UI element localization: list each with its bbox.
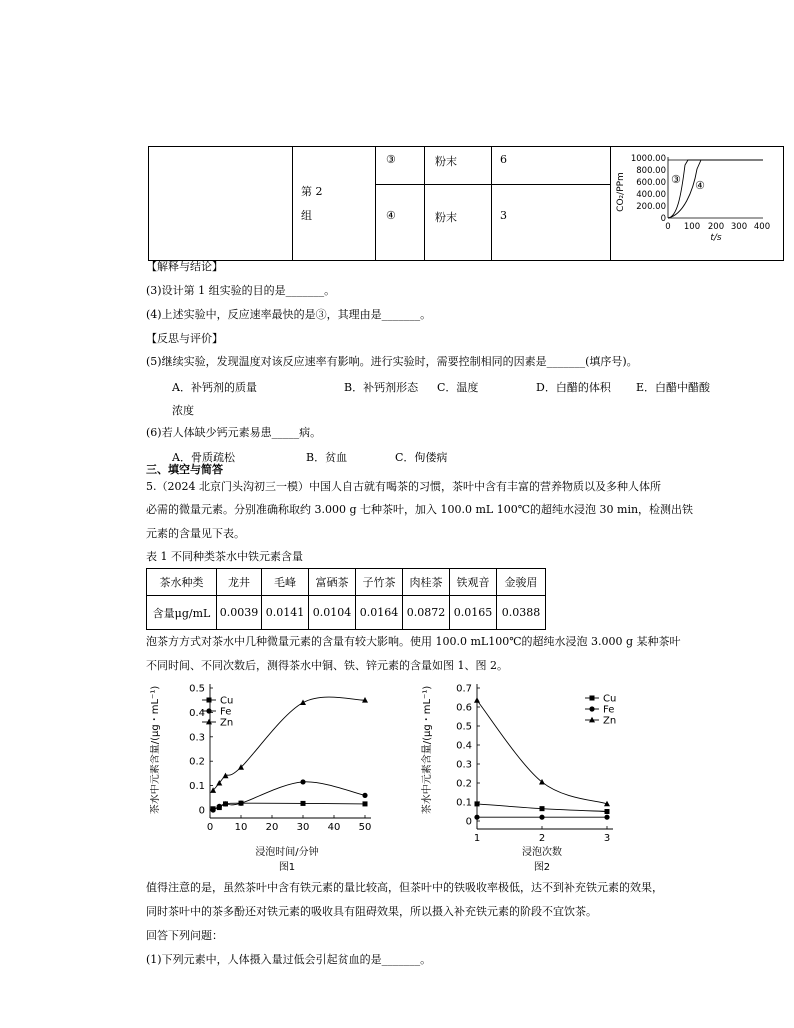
y-tick-label: 0.2 [456,778,472,790]
x-tick-label: 0 [206,822,214,833]
y-tick-label: 0.3 [456,759,472,771]
mini-ytick: 400.00 [636,190,666,200]
legend-marker [589,706,594,711]
x-tick-label: 2 [538,833,546,844]
table-header: 肉桂茶 [403,569,450,596]
section-3-heading: 三、填空与简答 [146,463,223,476]
mini-label-4: ④ [695,179,705,192]
question-3: (3)设计第 1 组实验的目的是_______。 [146,284,336,297]
q5-option-d: D．白醋的体积 [536,381,611,394]
table-cell: 0.0141 [262,596,309,630]
data-point-cu [475,801,480,806]
answer-prompt: 回答下列问题： [146,929,223,942]
mini-ytick: 200.00 [636,202,666,212]
y-tick-label: 0.7 [456,683,472,695]
row-value: 3 [492,185,611,261]
table-cell: 含量μg/mL [147,596,217,630]
chart2-ylabel: 茶水中元素含量/(μg・mL⁻¹) [422,685,433,815]
y-tick-label: 0.3 [189,732,205,744]
table-header: 子竹茶 [356,569,403,596]
chart2-xlabel: 浸泡次数 [522,847,562,858]
mini-ylabel: CO₂/PPm [616,172,626,212]
data-point-fe [238,801,243,806]
table-cell: 0.0039 [217,596,262,630]
legend-label: Fe [220,706,232,718]
mini-xtick: 200 [707,222,725,232]
table-header: 毛峰 [262,569,309,596]
table-header: 茶水种类 [147,569,217,596]
question-6: (6)若人体缺少钙元素易患_____病。 [146,426,322,439]
y-tick-label: 0 [465,816,472,828]
q5-option-c: C．温度 [437,381,479,394]
y-tick-label: 0.6 [456,702,472,714]
legend-marker [590,696,595,701]
mini-ytick: 800.00 [636,166,666,176]
x-tick-label: 50 [358,822,372,833]
data-point-fe [211,807,216,812]
table-header: 富硒茶 [309,569,356,596]
row-id: ④ [376,185,425,261]
question-5: (5)继续实验，发现温度对该反应速率有影响。进行实验时，需要控制相同的因素是_______(填序号)。 [146,355,638,368]
x-tick-label: 30 [296,822,310,833]
data-point-fe [362,793,367,798]
row-form: 粉末 [425,185,492,261]
chart-figure-2 [420,680,635,875]
table-cell: 0.0165 [450,596,497,630]
y-tick-label: 0.4 [456,740,472,752]
y-tick-label: 0.2 [189,756,205,768]
chart2-title: 图2 [533,862,551,873]
x-tick-label: 20 [265,822,279,833]
note-line2: 同时茶叶中的茶多酚还对铁元素的吸收具有阻碍效果，所以摄入补充铁元素的阶段不宜饮茶。 [146,905,597,918]
x-tick-label: 3 [603,833,611,844]
group-label: 第 2 组 [301,184,323,222]
series-line-zn [477,700,607,804]
legend-marker [206,708,211,713]
legend-label: Fe [603,704,615,716]
q5-option-b: B．补钙剂形态 [344,381,419,394]
data-point-fe [604,815,609,820]
mini-ytick: 0 [660,214,666,224]
row-id: ③ [376,147,425,185]
table-cell: 0.0388 [497,596,546,630]
problem-5-line2: 必需的微量元素。分别准确称取约 3.000 g 七种茶叶，加入 100.0 mL 100℃的超纯水浸泡 30 min，检测出铁 [146,503,694,516]
x-tick-label: 40 [327,822,341,833]
legend-label: Zn [603,715,617,727]
chart1-xlabel: 浸泡时间/分钟 [255,847,319,858]
mini-xtick: 0 [665,222,671,232]
chart1-ylabel: 茶水中元素含量/(μg・mL⁻¹) [150,685,161,815]
chart-figure-1 [150,680,380,875]
mini-curve-3 [668,160,763,218]
table-cell: 0.0104 [309,596,356,630]
problem-5-line3: 元素的含量见下表。 [146,527,245,540]
x-tick-label: 1 [473,833,481,844]
chart1-title: 图1 [278,862,296,873]
table-header: 金骏眉 [497,569,546,596]
data-point-cu [605,809,610,814]
iron-content-table [146,568,546,630]
y-tick-label: 0.4 [189,707,205,719]
q6-option-a: A．骨质疏松 [172,451,235,464]
table-header: 铁观音 [450,569,497,596]
y-tick-label: 0 [198,805,205,817]
table-header: 龙井 [217,569,262,596]
problem-5-line1: 5.（2024 北京门头沟初三一模）中国人自古就有喝茶的习惯，茶叶中含有丰富的营养物质以及多种人体所 [146,480,661,493]
legend-label: Cu [220,695,234,707]
mini-ytick: 600.00 [636,178,666,188]
question-4: (4)上述实验中，反应速率最快的是③，其理由是_______。 [146,308,432,321]
mini-xtick: 300 [730,222,748,232]
table-cell: 0.0872 [403,596,450,630]
data-point-cu [301,801,306,806]
row-value: 6 [492,147,611,185]
data-point-fe [300,779,305,784]
paragraph-after-line2: 不同时间、不同次数后，测得茶水中铜、铁、锌元素的含量如图 1、图 2。 [146,659,508,672]
y-tick-label: 0.5 [189,683,205,695]
data-point-fe [474,815,479,820]
table1-title: 表 1 不同种类茶水中铁元素含量 [146,550,303,563]
section-reflect: 【反思与评价】 [146,332,223,345]
data-point-fe [223,801,228,806]
q5-option-e: E．白醋中醋酸 [636,381,711,394]
legend-label: Zn [220,717,234,729]
empty-cell [149,147,293,261]
series-line-zn [213,697,365,790]
question-1: (1)下列元素中，人体摄入量过低会引起贫血的是_______。 [146,953,432,966]
co2-mini-chart [611,147,783,257]
mini-chart-cell [611,147,784,261]
data-point-fe [217,804,222,809]
mini-xtick: 100 [683,222,701,232]
x-tick-label: 10 [234,822,248,833]
legend-label: Cu [603,693,617,705]
row-form: 粉末 [425,147,492,185]
section-explain: 【解释与结论】 [146,260,223,273]
y-tick-label: 0.5 [456,721,472,733]
q6-option-b: B．贫血 [306,451,348,464]
y-tick-label: 0.1 [189,781,205,793]
note-line1: 值得注意的是，虽然茶叶中含有铁元素的量比较高，但茶叶中的铁吸收率极低，达不到补充铁元素的效果， [146,881,663,894]
mini-xtick: 400 [753,222,771,232]
mini-ytick: 1000.00 [630,154,666,164]
table-cell: 0.0164 [356,596,403,630]
mini-label-3: ③ [671,173,681,186]
series-line-fe [213,782,365,810]
y-tick-label: 0.1 [456,797,472,809]
data-point-cu [363,801,368,806]
experiment-table [148,146,784,261]
data-point-zn [300,699,306,705]
mini-xlabel: t/s [710,233,722,243]
data-point-zn [474,697,480,703]
group-label-cell [293,147,376,261]
q5-option-a: A．补钙剂的质量 [172,381,257,394]
legend-marker [207,698,212,703]
q6-option-c: C．佝偻病 [395,451,448,464]
data-point-fe [539,815,544,820]
paragraph-after-line1: 泡茶方方式对茶水中几种微量元素的含量有较大影响。使用 100.0 mL100℃的超纯水浸泡 3.000 g 某种茶叶 [146,635,681,648]
data-point-cu [540,806,545,811]
q5-option-e-cont: 浓度 [172,404,194,417]
